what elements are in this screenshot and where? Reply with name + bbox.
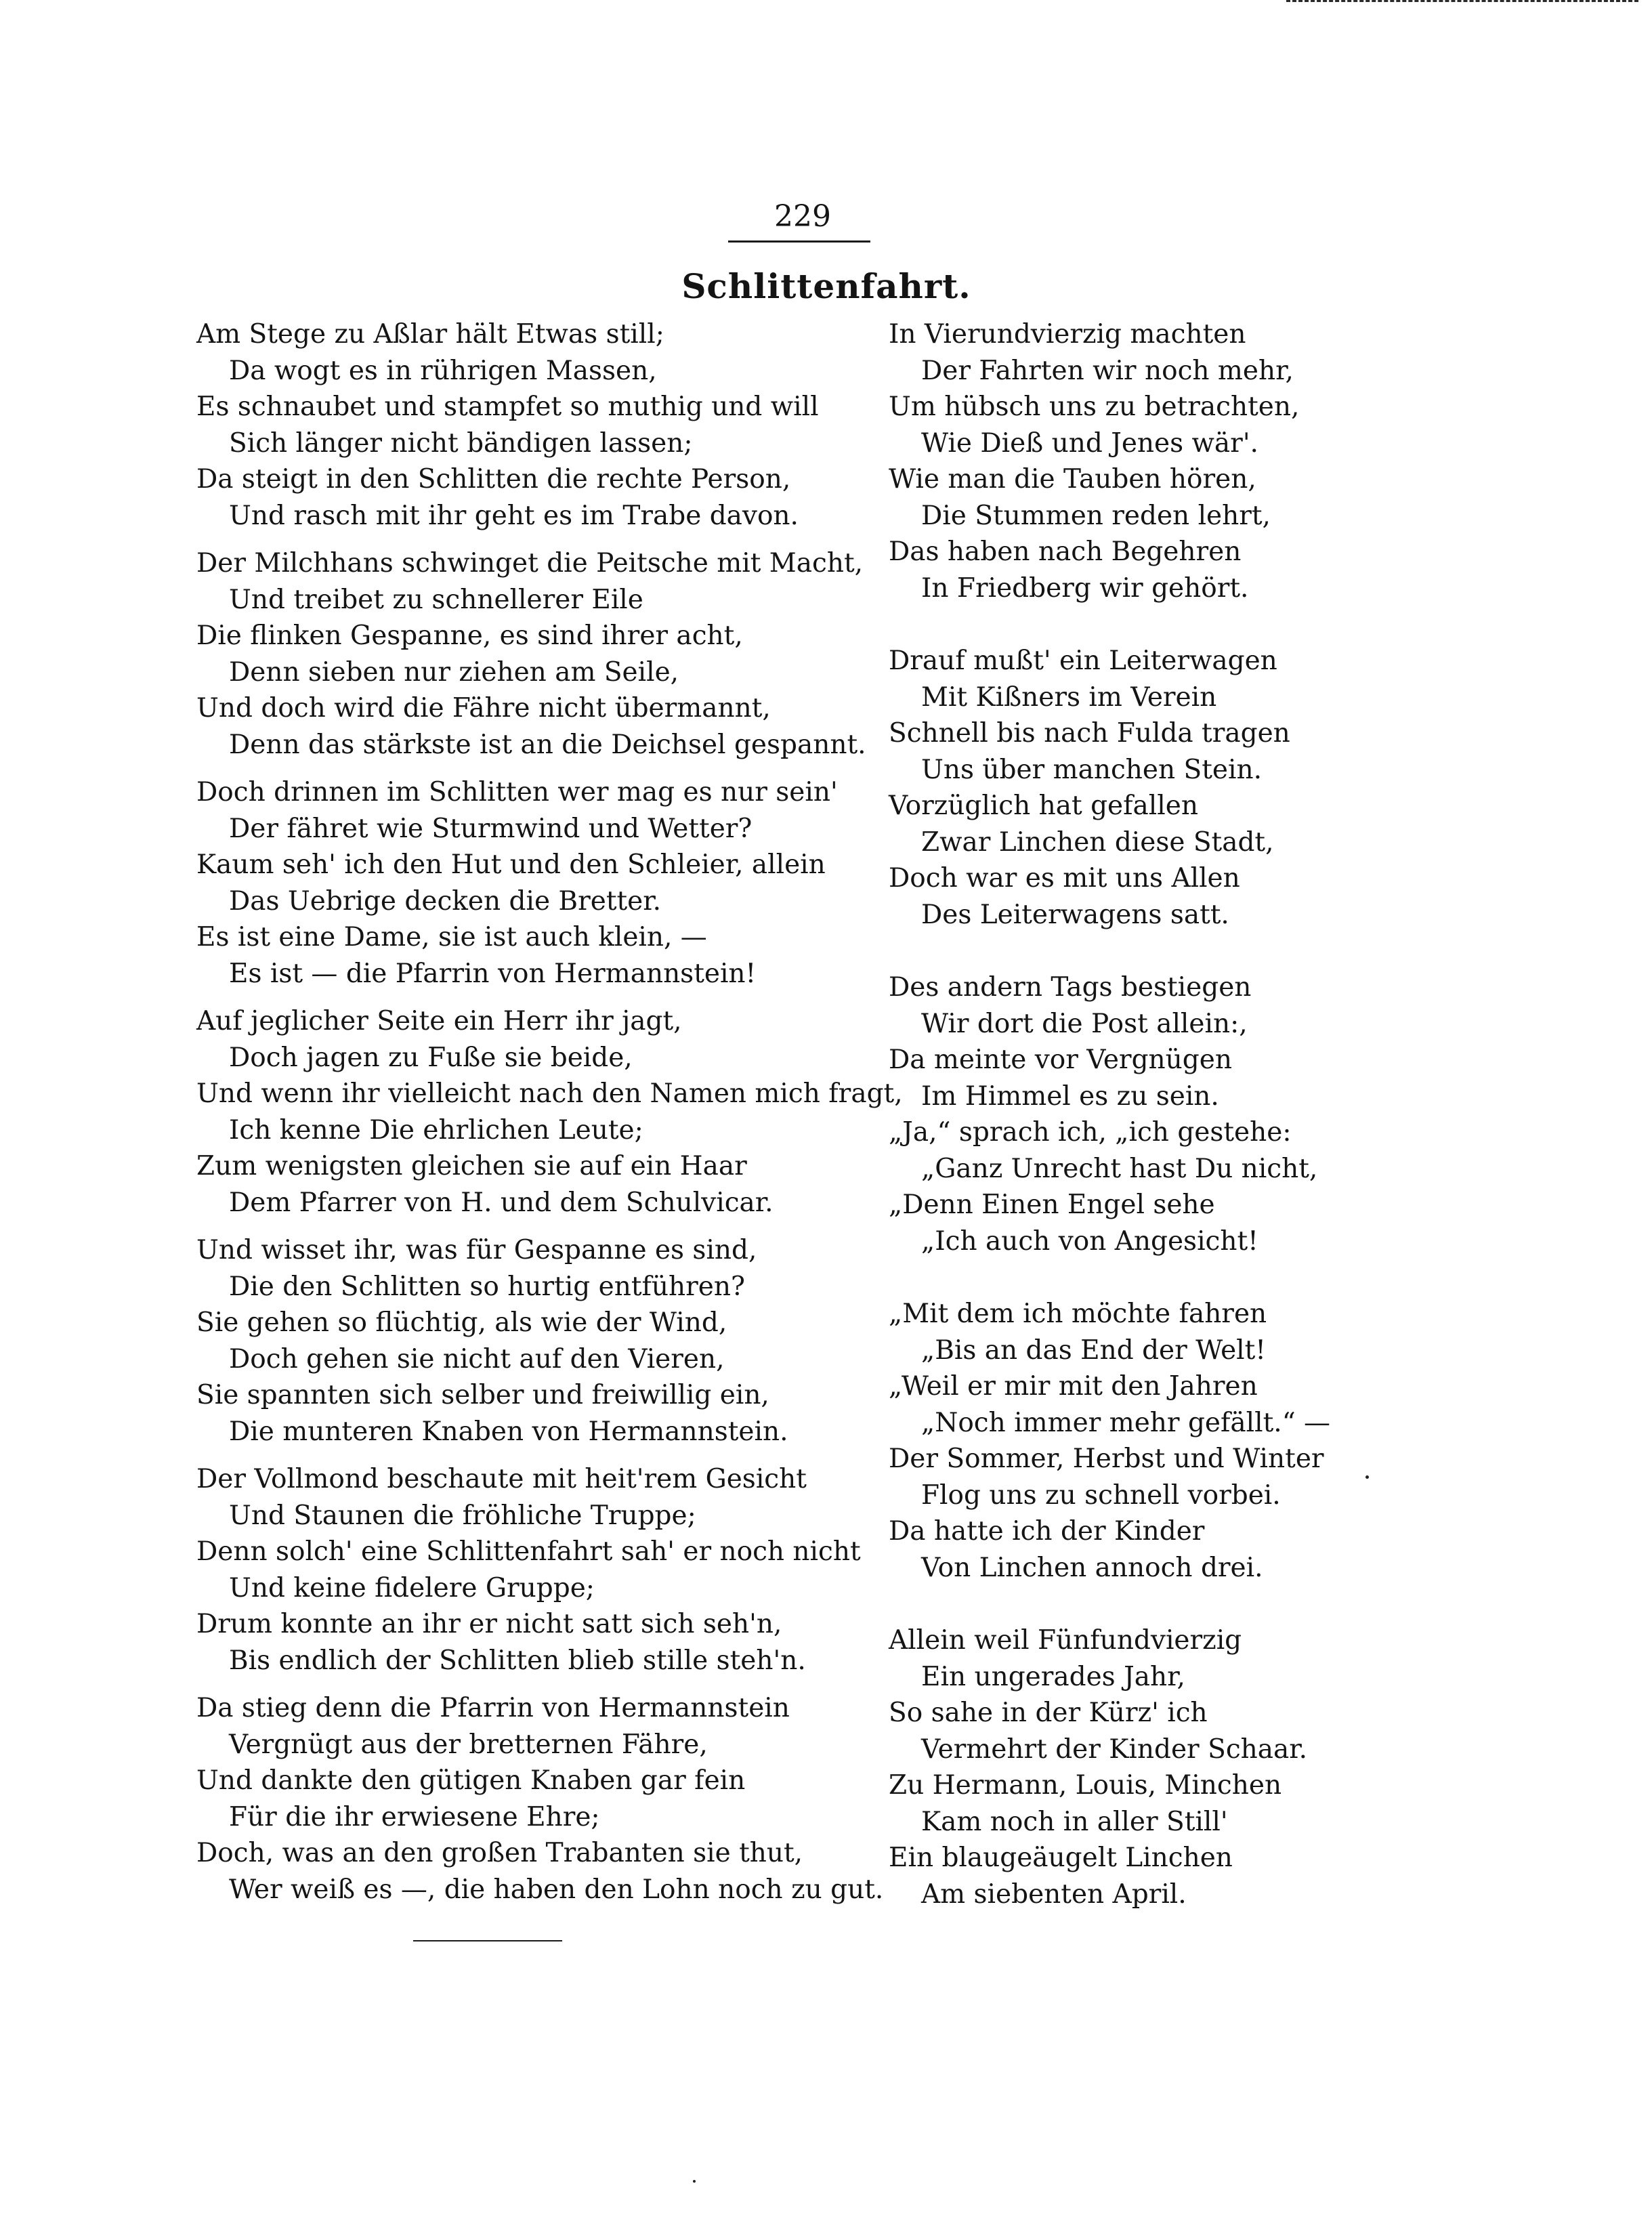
verse-line: Zum wenigsten gleichen sie auf ein Haar	[196, 1151, 747, 1181]
verse-line: Allein weil Fünfundvierzig	[889, 1625, 1242, 1656]
verse-line: Des Leiterwagens satt.	[921, 899, 1229, 930]
verse-line: Kaum seh' ich den Hut und den Schleier, allein	[196, 849, 826, 880]
verse-line: Denn solch' eine Schlittenfahrt sah' er noch nicht	[196, 1536, 861, 1567]
verse-line: „Ich auch von Angesicht!	[921, 1225, 1258, 1257]
verse-line: Die munteren Knaben von Hermannstein.	[229, 1416, 788, 1447]
verse-line: Die Stummen reden lehrt,	[921, 500, 1271, 531]
verse-line: Am Stege zu Aßlar hält Etwas still;	[196, 319, 664, 350]
verse-line: Denn sieben nur ziehen am Seile,	[229, 656, 679, 688]
verse-line: Das Uebrige decken die Bretter.	[229, 885, 661, 917]
verse-line: Der Fahrten wir noch mehr,	[921, 355, 1294, 386]
left-stanza	[196, 1461, 861, 1679]
verse-line: Da hatte ich der Kinder	[889, 1516, 1205, 1547]
verse-line: Es ist eine Dame, sie ist auch klein, —	[196, 922, 707, 952]
verse-line: Vermehrt der Kinder Schaar.	[921, 1734, 1308, 1765]
verse-line: Ein blaugeäugelt Linchen	[889, 1843, 1233, 1873]
verse-line: Da wogt es in rührigen Massen,	[229, 355, 657, 386]
verse-line: Es ist — die Pfarrin von Hermannstein!	[229, 958, 757, 989]
verse-line: Der Vollmond beschaute mit heit'rem Gesicht	[196, 1464, 807, 1494]
verse-line: Und rasch mit ihr geht es im Trabe davon.	[229, 500, 799, 531]
verse-line: Doch drinnen im Schlitten wer mag es nur sein'	[196, 777, 838, 807]
verse-line: „Noch immer mehr gefällt.“ —	[921, 1407, 1331, 1438]
verse-line: Der Sommer, Herbst und Winter	[889, 1444, 1324, 1474]
verse-line: Uns über manchen Stein.	[921, 754, 1262, 785]
verse-line: Die den Schlitten so hurtig entführen?	[229, 1271, 745, 1302]
verse-line: Das haben nach Begehren	[889, 537, 1242, 567]
verse-line: Für die ihr erwiesene Ehre;	[229, 1801, 600, 1832]
verse-line: „Mit dem ich möchte fahren	[889, 1299, 1267, 1329]
verse-line: Und doch wird die Fähre nicht übermannt,	[196, 693, 771, 723]
verse-line: In Friedberg wir gehört.	[921, 572, 1249, 604]
verse-line: Wie man die Tauben hören,	[889, 464, 1256, 495]
verse-line: Zwar Linchen diese Stadt,	[921, 826, 1274, 858]
scan-edge-marks	[1286, 0, 1638, 7]
verse-line: Flog uns zu schnell vorbei.	[921, 1479, 1281, 1511]
verse-line: Von Linchen annoch drei.	[921, 1552, 1263, 1583]
verse-line: Wie Dieß und Jenes wär'.	[921, 427, 1258, 459]
left-poem-column	[196, 316, 903, 1908]
verse-line: Ein ungerades Jahr,	[921, 1661, 1185, 1692]
verse-line: Da meinte vor Vergnügen	[889, 1045, 1232, 1075]
verse-line: Sie spannten sich selber und freiwillig ein,	[196, 1380, 769, 1410]
verse-line: Doch war es mit uns Allen	[889, 863, 1240, 894]
verse-line: Doch, was an den großen Trabanten sie thut,	[196, 1838, 803, 1868]
verse-line: Die flinken Gespanne, es sind ihrer acht,	[196, 621, 743, 651]
verse-line: Es schnaubet und stampfet so muthig und will	[196, 392, 819, 422]
verse-line: Denn das stärkste ist an die Deichsel gespannt.	[229, 729, 866, 760]
left-stanza	[196, 1690, 884, 1908]
left-stanza	[196, 1003, 903, 1221]
verse-line: Und Staunen die fröhliche Truppe;	[229, 1500, 696, 1531]
verse-line: So sahe in der Kürz' ich	[889, 1698, 1208, 1728]
verse-line: Und dankte den gütigen Knaben gar fein	[196, 1765, 746, 1796]
verse-line: Und wisset ihr, was für Gespanne es sind,	[196, 1235, 757, 1265]
verse-line: Um hübsch uns zu betrachten,	[889, 392, 1300, 422]
verse-line: „Ganz Unrecht hast Du nicht,	[921, 1153, 1318, 1184]
end-rule	[413, 1940, 562, 1941]
verse-line: Bis endlich der Schlitten blieb stille steh'n.	[229, 1645, 806, 1676]
verse-line: Des andern Tags bestiegen	[889, 972, 1252, 1003]
verse-line: Vorzüglich hat gefallen	[889, 791, 1198, 821]
verse-line: Kam noch in aller Still'	[921, 1806, 1228, 1837]
left-stanza	[196, 545, 866, 763]
scan-speck	[1365, 1475, 1369, 1479]
verse-line: „Bis an das End der Welt!	[921, 1335, 1266, 1366]
verse-line: Drum konnte an ihr er nicht satt sich seh'n,	[196, 1609, 782, 1639]
verse-line: Und wenn ihr vielleicht nach den Namen mich fragt,	[196, 1078, 903, 1109]
verse-line: Sie gehen so flüchtig, als wie der Wind,	[196, 1307, 727, 1338]
scan-speck	[693, 2180, 696, 2183]
verse-line: In Vierundvierzig machten	[889, 319, 1246, 350]
verse-line: Wir dort die Post allein:,	[921, 1008, 1248, 1039]
verse-line: Der fähret wie Sturmwind und Wetter?	[229, 813, 753, 844]
verse-line: „Denn Einen Engel sehe	[889, 1190, 1215, 1220]
verse-line: Vergnügt aus der bretternen Fähre,	[229, 1729, 708, 1760]
verse-line: Wer weiß es —, die haben den Lohn noch zu gut.	[229, 1874, 884, 1905]
right-stanza	[889, 316, 1403, 606]
verse-line: Doch jagen zu Fuße sie beide,	[229, 1042, 633, 1073]
verse-line: Ich kenne Die ehrlichen Leute;	[229, 1114, 643, 1146]
right-stanza	[889, 643, 1403, 933]
verse-line: Mit Kißners im Verein	[921, 681, 1217, 713]
left-stanza	[196, 1232, 820, 1450]
verse-line: Auf jeglicher Seite ein Herr ihr jagt,	[196, 1006, 682, 1036]
right-stanza	[889, 969, 1403, 1259]
right-poem-column	[889, 316, 1403, 1912]
verse-line: Der Milchhans schwinget die Peitsche mit Macht,	[196, 548, 864, 579]
verse-line: Dem Pfarrer von H. und dem Schulvicar.	[229, 1187, 774, 1218]
verse-line: „Ja,“ sprach ich, „ich gestehe:	[889, 1117, 1292, 1148]
verse-line: Im Himmel es zu sein.	[921, 1080, 1219, 1112]
left-stanza	[196, 774, 838, 992]
right-stanza	[889, 1622, 1403, 1912]
verse-line: Da steigt in den Schlitten die rechte Person,	[196, 464, 791, 495]
verse-line: Drauf mußt' ein Leiterwagen	[889, 646, 1277, 676]
right-stanza	[889, 1296, 1403, 1586]
verse-line: Schnell bis nach Fulda tragen	[889, 718, 1290, 749]
page-number-rule	[728, 240, 870, 243]
poem-title: Schlittenfahrt.	[681, 266, 971, 306]
verse-line: Zu Hermann, Louis, Minchen	[889, 1770, 1282, 1801]
verse-line: Und keine fidelere Gruppe;	[229, 1572, 595, 1603]
verse-line: Da stieg denn die Pfarrin von Hermannstein	[196, 1693, 790, 1723]
verse-line: „Weil er mir mit den Jahren	[889, 1371, 1258, 1402]
verse-line: Sich länger nicht bändigen lassen;	[229, 427, 693, 459]
verse-line: Am siebenten April.	[921, 1878, 1187, 1910]
verse-line: Doch gehen sie nicht auf den Vieren,	[229, 1343, 725, 1374]
left-stanza	[196, 316, 820, 534]
page-number: 229	[774, 199, 831, 234]
verse-line: Und treibet zu schnellerer Eile	[229, 584, 643, 615]
